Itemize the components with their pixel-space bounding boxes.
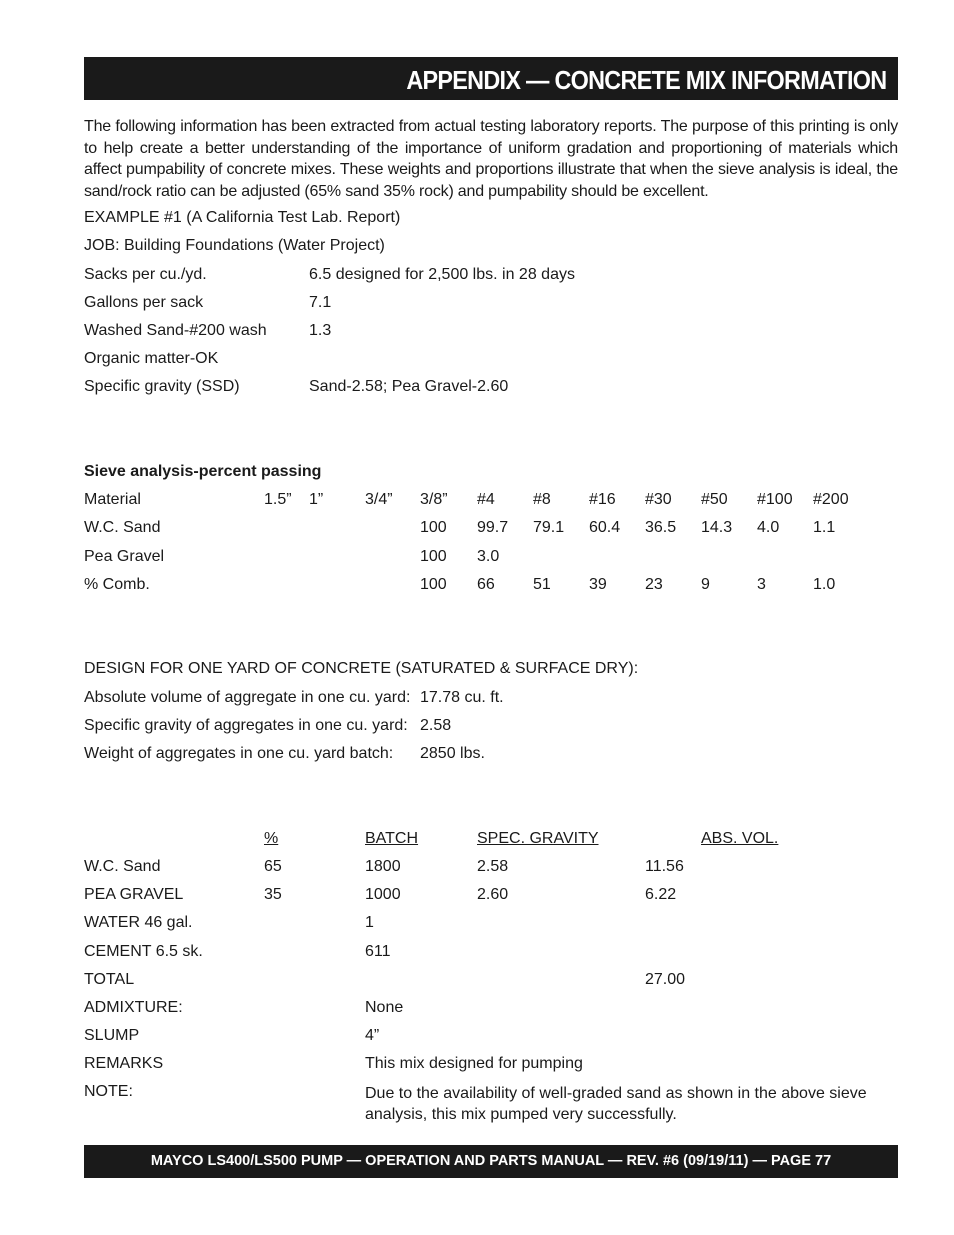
design-label: Absolute volume of aggregate in one cu. yard:	[84, 689, 411, 706]
sieve-header-cell: #100	[757, 491, 793, 508]
mix-name-cell: WATER 46 gal.	[84, 914, 193, 931]
sieve-cell: 100	[420, 576, 447, 593]
spec-label: Organic matter-OK	[84, 350, 219, 367]
sieve-cell: 14.3	[701, 519, 733, 536]
sieve-cell: 3.0	[477, 548, 500, 565]
mix-abs-cell: 11.56	[645, 858, 684, 875]
note-label: NOTE:	[84, 1083, 133, 1100]
sieve-cell: 1.0	[813, 576, 836, 593]
mix-batch-cell: 611	[365, 943, 391, 960]
mix-spec-cell: 2.60	[477, 886, 509, 903]
admixture-label: ADMIXTURE:	[84, 999, 183, 1016]
header-bar	[84, 57, 898, 100]
sieve-cell: 100	[420, 519, 447, 536]
pct-header: %	[264, 830, 279, 847]
page-title: APPENDIX — CONCRETE MIX INFORMATION	[405, 65, 886, 95]
remarks-value: This mix designed for pumping	[365, 1055, 583, 1072]
mix-name-cell: W.C. Sand	[84, 858, 161, 875]
example-heading: EXAMPLE #1 (A California Test Lab. Report)	[84, 209, 401, 226]
sieve-title: Sieve analysis-percent passing	[84, 463, 322, 480]
mix-batch-cell: 1000	[365, 886, 401, 903]
spec-value: 7.1	[309, 294, 332, 311]
sieve-header-cell: #16	[589, 491, 616, 508]
sieve-header-cell: Material	[84, 491, 141, 508]
sieve-header-cell: #8	[533, 491, 551, 508]
sieve-cell: 66	[477, 576, 495, 593]
mix-spec-cell: 2.58	[477, 858, 509, 875]
mix-abs-cell: 6.22	[645, 886, 677, 903]
mix-pct-cell: 35	[264, 886, 282, 903]
design-label: Weight of aggregates in one cu. yard batch:	[84, 745, 394, 762]
sieve-cell: 23	[645, 576, 663, 593]
sieve-cell: 39	[589, 576, 607, 593]
design-label: Specific gravity of aggregates in one cu. yard:	[84, 717, 408, 734]
sieve-cell: 4.0	[757, 519, 780, 536]
sieve-cell: 79.1	[533, 519, 565, 536]
sieve-cell: W.C. Sand	[84, 519, 161, 536]
sieve-cell: 9	[701, 576, 710, 593]
slump-value: 4”	[365, 1027, 380, 1044]
sieve-header-cell: 3/4”	[365, 491, 393, 508]
mix-abs-cell: 27.00	[645, 971, 686, 988]
sieve-cell: 1.1	[813, 519, 836, 536]
abs-vol-header: ABS. VOL.	[701, 830, 779, 847]
spec-label: Sacks per cu./yd.	[84, 266, 207, 283]
spec-value: 1.3	[309, 322, 332, 339]
spec-value: Sand-2.58; Pea Gravel-2.60	[309, 378, 509, 395]
remarks-label: REMARKS	[84, 1055, 164, 1072]
mix-pct-cell: 65	[264, 858, 282, 875]
design-value: 17.78 cu. ft.	[420, 689, 504, 706]
mix-batch-cell: 1800	[365, 858, 401, 875]
admixture-value: None	[365, 999, 404, 1016]
spec-label: Gallons per sack	[84, 294, 204, 311]
sieve-header-cell: #50	[701, 491, 728, 508]
spec-gravity-header: SPEC. GRAVITY	[477, 830, 599, 847]
design-value: 2850 lbs.	[420, 745, 485, 762]
mix-name-cell: CEMENT 6.5 sk.	[84, 943, 203, 960]
spec-label: Washed Sand-#200 wash	[84, 322, 267, 339]
sieve-header-cell: #30	[645, 491, 672, 508]
sieve-header-cell: 1.5”	[264, 491, 292, 508]
sieve-cell: 3	[757, 576, 766, 593]
footer-text: MAYCO LS400/LS500 PUMP — OPERATION AND PARTS MANUAL — REV. #6 (09/19/11) — PAGE 77	[150, 1153, 832, 1169]
sieve-header-cell: #200	[813, 491, 849, 508]
footer-bar	[84, 1145, 898, 1178]
slump-label: SLUMP	[84, 1027, 140, 1044]
mix-batch-cell: 1	[365, 914, 374, 931]
sieve-cell: 99.7	[477, 519, 509, 536]
sieve-cell: Pea Gravel	[84, 548, 165, 565]
design-title: DESIGN FOR ONE YARD OF CONCRETE (SATURATED & SURFACE DRY):	[84, 660, 639, 677]
spec-value: 6.5 designed for 2,500 lbs. in 28 days	[309, 266, 575, 283]
sieve-header-cell: #4	[477, 491, 495, 508]
mix-name-cell: PEA GRAVEL	[84, 886, 184, 903]
sieve-cell: % Comb.	[84, 576, 150, 593]
job-line: JOB: Building Foundations (Water Project)	[84, 237, 385, 254]
spec-label: Specific gravity (SSD)	[84, 378, 240, 395]
sieve-cell: 100	[420, 548, 447, 565]
sieve-header-cell: 3/8”	[420, 491, 448, 508]
design-value: 2.58	[420, 717, 452, 734]
intro-paragraph: The following information has been extracted from actual testing laboratory reports. The purpose of this printing is only to help create a better understanding of the importance of uniform gradation and proportioning of materials which affect pumpability of concrete mixes. These weights and proportions illustrate that when the sieve analysis is ideal, the sand/rock ratio can be adjusted (65% sand 35% rock) and pumpability should be excellent.	[84, 118, 898, 200]
note-value: Due to the availability of well-graded sand as shown in the above sieve analysis, this mix pumped very successfully.	[365, 1085, 867, 1123]
sieve-header-cell: 1”	[309, 491, 324, 508]
mix-name-cell: TOTAL	[84, 971, 135, 988]
batch-header: BATCH	[365, 830, 419, 847]
sieve-cell: 51	[533, 576, 551, 593]
sieve-cell: 36.5	[645, 519, 677, 536]
sieve-cell: 60.4	[589, 519, 621, 536]
